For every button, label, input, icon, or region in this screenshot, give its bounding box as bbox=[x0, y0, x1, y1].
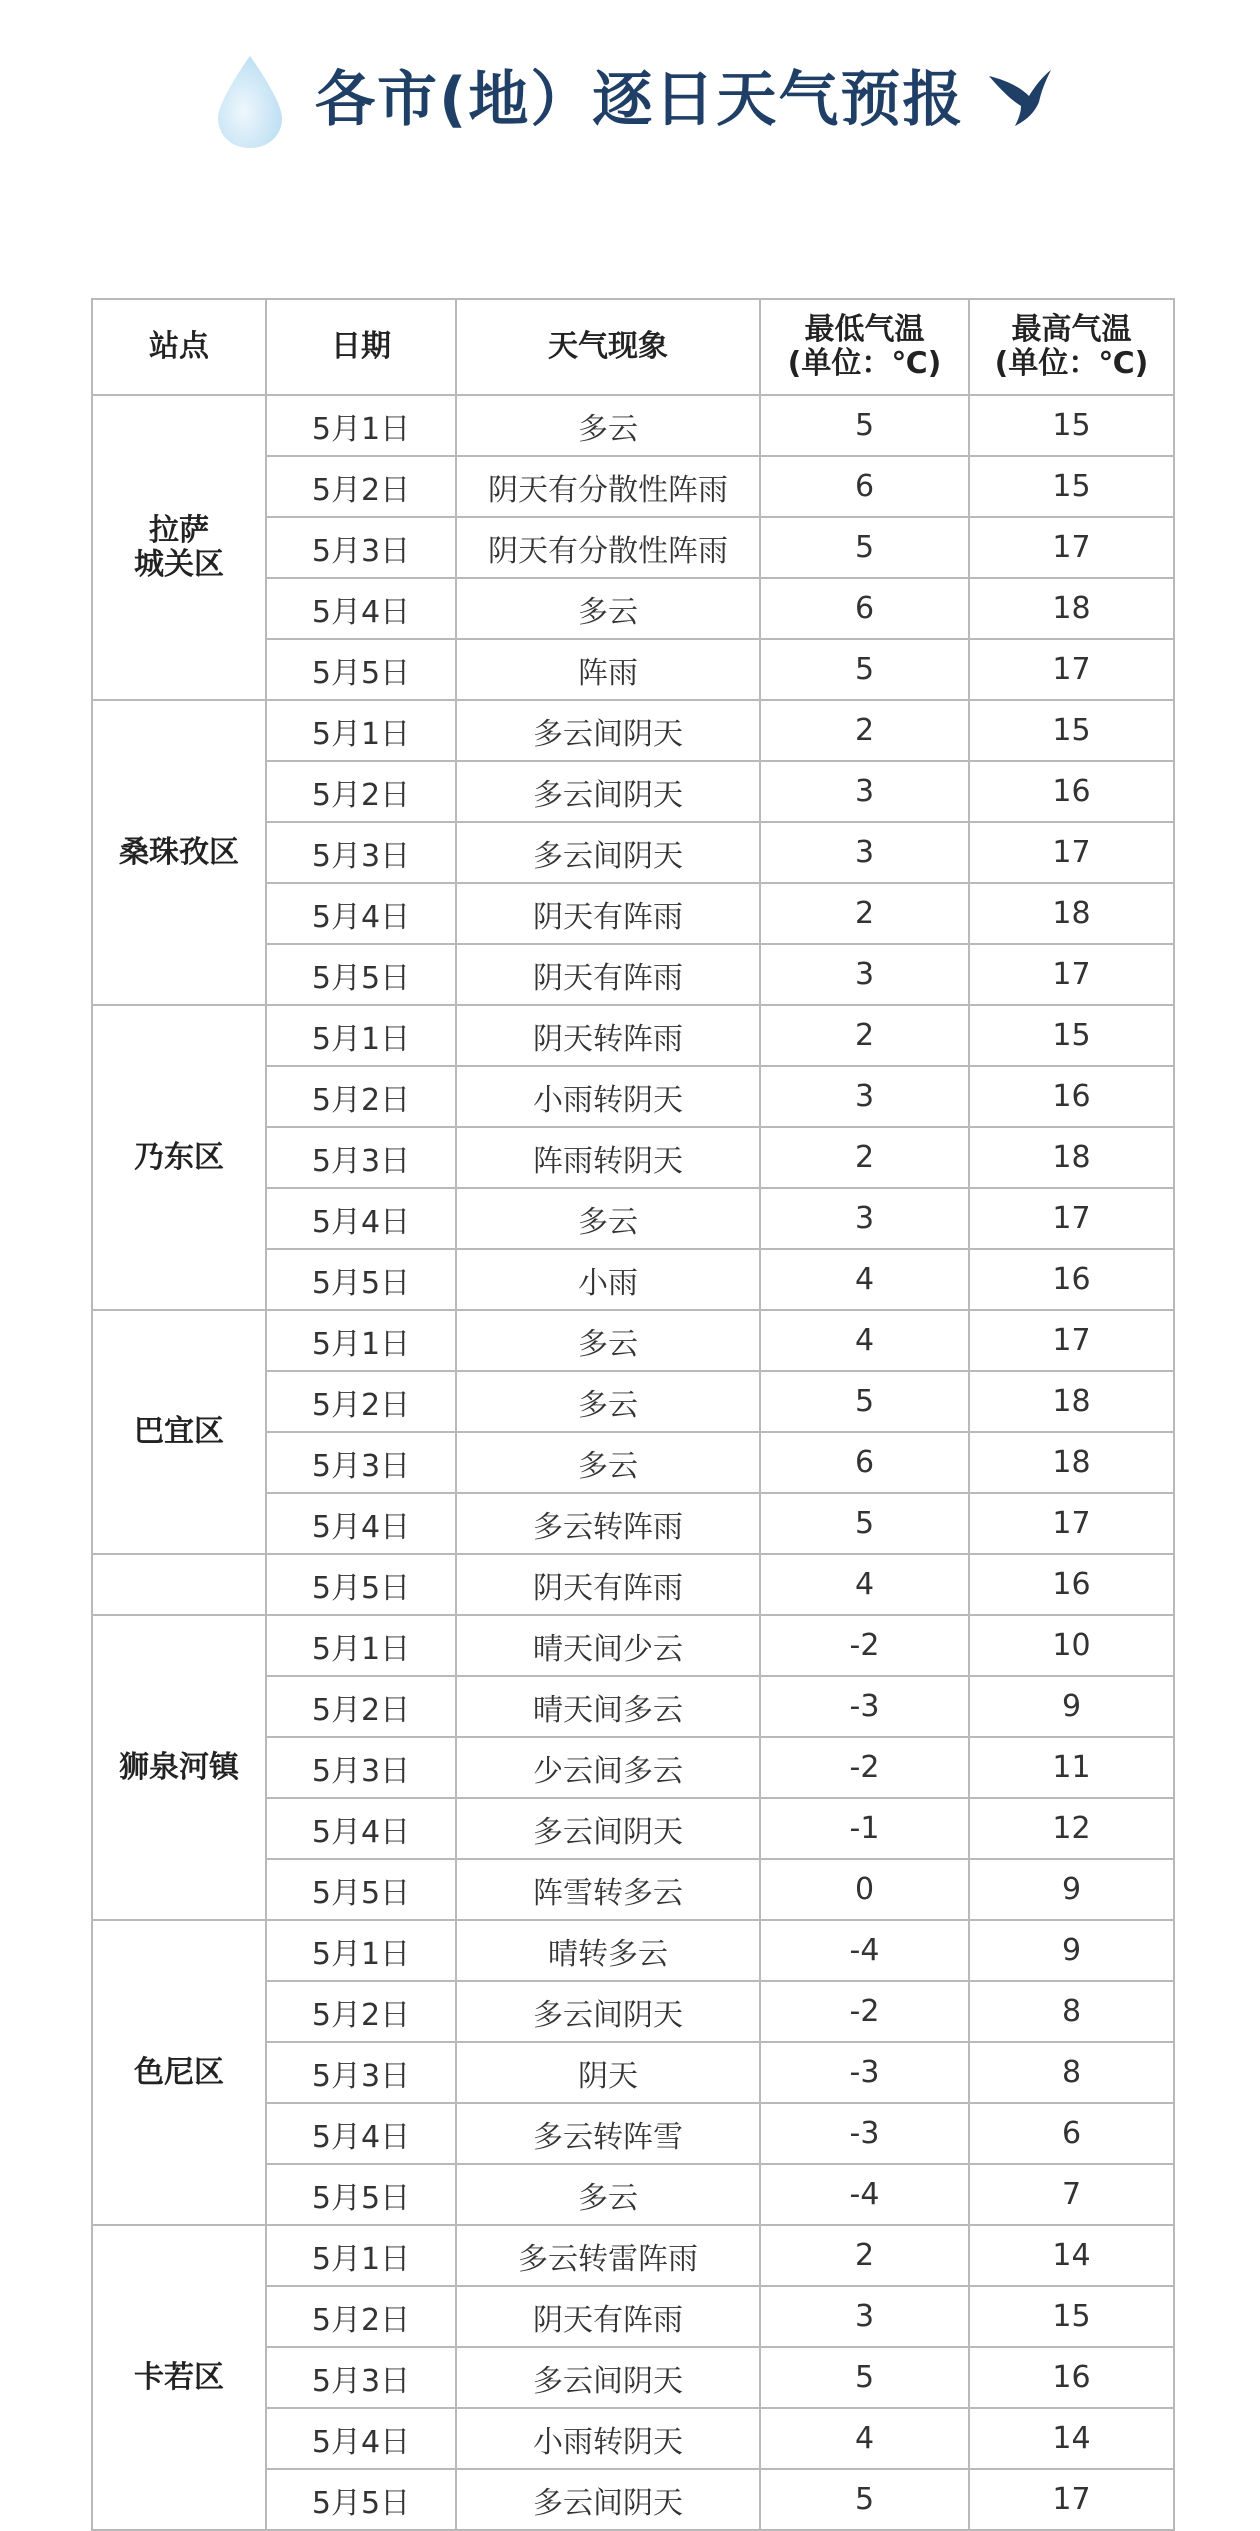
max-temp-cell: 8 bbox=[969, 2042, 1174, 2103]
station-cell bbox=[92, 395, 266, 700]
header-station: 站点 bbox=[92, 299, 266, 395]
date-cell: 5月1日 bbox=[266, 1920, 456, 1981]
table-row bbox=[92, 1310, 1174, 1371]
table-header-row bbox=[92, 299, 1174, 395]
station-cell bbox=[92, 1005, 266, 1310]
date-cell: 5月4日 bbox=[266, 883, 456, 944]
date-cell: 5月3日 bbox=[266, 1432, 456, 1493]
max-temp-cell: 18 bbox=[969, 883, 1174, 944]
weather-cell: 多云转阵雪 bbox=[456, 2103, 760, 2164]
weather-cell: 多云 bbox=[456, 1371, 760, 1432]
weather-cell: 阴天有分散性阵雨 bbox=[456, 517, 760, 578]
date-cell: 5月2日 bbox=[266, 2286, 456, 2347]
min-temp-cell: 3 bbox=[760, 761, 969, 822]
min-temp-cell: 0 bbox=[760, 1859, 969, 1920]
date-cell: 5月5日 bbox=[266, 1249, 456, 1310]
min-temp-cell: 3 bbox=[760, 822, 969, 883]
weather-cell: 多云间阴天 bbox=[456, 1798, 760, 1859]
weather-cell: 多云 bbox=[456, 1188, 760, 1249]
max-temp-cell: 17 bbox=[969, 2469, 1174, 2530]
date-cell: 5月2日 bbox=[266, 761, 456, 822]
max-temp-cell: 17 bbox=[969, 639, 1174, 700]
max-temp-cell: 17 bbox=[969, 944, 1174, 1005]
header-date: 日期 bbox=[266, 299, 456, 395]
max-temp-cell: 18 bbox=[969, 578, 1174, 639]
max-temp-cell: 15 bbox=[969, 395, 1174, 456]
station-name: 拉萨 bbox=[149, 512, 209, 548]
weather-cell: 阵雪转多云 bbox=[456, 1859, 760, 1920]
min-temp-cell: 3 bbox=[760, 944, 969, 1005]
weather-cell: 阴天有阵雨 bbox=[456, 1554, 760, 1615]
min-temp-cell: -3 bbox=[760, 2042, 969, 2103]
min-temp-cell: 5 bbox=[760, 2347, 969, 2408]
max-temp-cell: 14 bbox=[969, 2408, 1174, 2469]
swallow-bird-icon bbox=[985, 66, 1055, 130]
station-name: 巴宜区 bbox=[134, 1414, 224, 1449]
table-row bbox=[92, 700, 1174, 761]
date-cell: 5月2日 bbox=[266, 1066, 456, 1127]
min-temp-cell: -1 bbox=[760, 1798, 969, 1859]
weather-cell: 小雨转阴天 bbox=[456, 1066, 760, 1127]
station-name: 卡若区 bbox=[134, 2359, 224, 2395]
max-temp-cell: 12 bbox=[969, 1798, 1174, 1859]
date-cell: 5月2日 bbox=[266, 1981, 456, 2042]
weather-cell: 阴天 bbox=[456, 2042, 760, 2103]
header-min-temp bbox=[760, 299, 969, 395]
station-name: 狮泉河镇 bbox=[119, 1749, 239, 1785]
date-cell: 5月4日 bbox=[266, 2103, 456, 2164]
date-cell: 5月4日 bbox=[266, 2408, 456, 2469]
station-cell bbox=[92, 1554, 266, 1615]
weather-cell: 阵雨转阴天 bbox=[456, 1127, 760, 1188]
max-temp-cell: 11 bbox=[969, 1737, 1174, 1798]
weather-cell: 多云转阵雨 bbox=[456, 1493, 760, 1554]
min-temp-cell: 3 bbox=[760, 1066, 969, 1127]
min-temp-cell: 5 bbox=[760, 517, 969, 578]
min-temp-cell: 2 bbox=[760, 2225, 969, 2286]
table-row bbox=[92, 1920, 1174, 1981]
min-temp-cell: 4 bbox=[760, 1554, 969, 1615]
weather-cell: 多云 bbox=[456, 1310, 760, 1371]
date-cell: 5月3日 bbox=[266, 2347, 456, 2408]
min-temp-cell: 4 bbox=[760, 1310, 969, 1371]
page-title: 各市(地）逐日天气预报 bbox=[315, 65, 965, 135]
max-temp-cell: 15 bbox=[969, 1005, 1174, 1066]
station-name: 乃东区 bbox=[134, 1139, 224, 1175]
weather-cell: 小雨转阴天 bbox=[456, 2408, 760, 2469]
min-temp-cell: 5 bbox=[760, 1371, 969, 1432]
date-cell: 5月4日 bbox=[266, 1188, 456, 1249]
max-temp-cell: 9 bbox=[969, 1920, 1174, 1981]
min-temp-cell: 4 bbox=[760, 1249, 969, 1310]
date-cell: 5月1日 bbox=[266, 1615, 456, 1676]
weather-cell: 晴转多云 bbox=[456, 1920, 760, 1981]
date-cell: 5月1日 bbox=[266, 2225, 456, 2286]
station-name: 色尼区 bbox=[134, 2054, 224, 2090]
min-temp-cell: 5 bbox=[760, 395, 969, 456]
weather-cell: 阴天转阵雨 bbox=[456, 1005, 760, 1066]
min-temp-cell: 2 bbox=[760, 883, 969, 944]
min-temp-cell: 5 bbox=[760, 2469, 969, 2530]
weather-cell: 多云间阴天 bbox=[456, 822, 760, 883]
min-temp-cell: -3 bbox=[760, 2103, 969, 2164]
weather-cell: 阴天有阵雨 bbox=[456, 944, 760, 1005]
date-cell: 5月5日 bbox=[266, 2164, 456, 2225]
max-temp-cell: 17 bbox=[969, 822, 1174, 883]
max-temp-cell: 18 bbox=[969, 1371, 1174, 1432]
weather-cell: 晴天间少云 bbox=[456, 1615, 760, 1676]
max-temp-cell: 7 bbox=[969, 2164, 1174, 2225]
weather-cell: 晴天间多云 bbox=[456, 1676, 760, 1737]
weather-cell: 多云 bbox=[456, 2164, 760, 2225]
max-temp-cell: 16 bbox=[969, 2347, 1174, 2408]
max-temp-cell: 17 bbox=[969, 517, 1174, 578]
date-cell: 5月3日 bbox=[266, 2042, 456, 2103]
date-cell: 5月3日 bbox=[266, 1127, 456, 1188]
weather-cell: 阴天有分散性阵雨 bbox=[456, 456, 760, 517]
table-row bbox=[92, 1554, 1174, 1615]
weather-cell: 多云间阴天 bbox=[456, 700, 760, 761]
date-cell: 5月2日 bbox=[266, 456, 456, 517]
header-min-temp-unit: (单位：℃) bbox=[787, 346, 942, 381]
table-row bbox=[92, 2225, 1174, 2286]
header-min-temp-label: 最低气温 bbox=[804, 312, 925, 347]
date-cell: 5月1日 bbox=[266, 1310, 456, 1371]
station-name: 桑珠孜区 bbox=[119, 834, 239, 870]
station-cell bbox=[92, 1920, 266, 2225]
min-temp-cell: 6 bbox=[760, 456, 969, 517]
header-weather: 天气现象 bbox=[456, 299, 760, 395]
min-temp-cell: -3 bbox=[760, 1676, 969, 1737]
header-max-temp bbox=[969, 299, 1174, 395]
date-cell: 5月5日 bbox=[266, 944, 456, 1005]
max-temp-cell: 9 bbox=[969, 1676, 1174, 1737]
table-row bbox=[92, 395, 1174, 456]
min-temp-cell: 6 bbox=[760, 1432, 969, 1493]
date-cell: 5月5日 bbox=[266, 2469, 456, 2530]
weather-cell: 多云转雷阵雨 bbox=[456, 2225, 760, 2286]
water-drop-icon bbox=[210, 52, 290, 152]
date-cell: 5月2日 bbox=[266, 1371, 456, 1432]
station-cell bbox=[92, 1310, 266, 1554]
max-temp-cell: 6 bbox=[969, 2103, 1174, 2164]
date-cell: 5月1日 bbox=[266, 395, 456, 456]
max-temp-cell: 15 bbox=[969, 2286, 1174, 2347]
max-temp-cell: 14 bbox=[969, 2225, 1174, 2286]
min-temp-cell: 5 bbox=[760, 639, 969, 700]
station-name: 城关区 bbox=[134, 546, 224, 582]
min-temp-cell: -2 bbox=[760, 1615, 969, 1676]
max-temp-cell: 10 bbox=[969, 1615, 1174, 1676]
header-max-temp-unit: (单位：℃) bbox=[994, 346, 1149, 381]
weather-cell: 多云间阴天 bbox=[456, 2469, 760, 2530]
weather-forecast-table bbox=[91, 298, 1175, 2531]
max-temp-cell: 15 bbox=[969, 456, 1174, 517]
weather-cell: 多云 bbox=[456, 578, 760, 639]
weather-cell: 多云间阴天 bbox=[456, 2347, 760, 2408]
date-cell: 5月1日 bbox=[266, 700, 456, 761]
date-cell: 5月3日 bbox=[266, 822, 456, 883]
min-temp-cell: 5 bbox=[760, 1493, 969, 1554]
max-temp-cell: 16 bbox=[969, 1066, 1174, 1127]
min-temp-cell: -4 bbox=[760, 2164, 969, 2225]
max-temp-cell: 9 bbox=[969, 1859, 1174, 1920]
min-temp-cell: -4 bbox=[760, 1920, 969, 1981]
date-cell: 5月4日 bbox=[266, 1798, 456, 1859]
max-temp-cell: 18 bbox=[969, 1432, 1174, 1493]
max-temp-cell: 17 bbox=[969, 1188, 1174, 1249]
table-row bbox=[92, 1005, 1174, 1066]
max-temp-cell: 16 bbox=[969, 1249, 1174, 1310]
date-cell: 5月5日 bbox=[266, 639, 456, 700]
date-cell: 5月2日 bbox=[266, 1676, 456, 1737]
min-temp-cell: -2 bbox=[760, 1981, 969, 2042]
header-max-temp-label: 最高气温 bbox=[1011, 312, 1132, 347]
weather-cell: 阴天有阵雨 bbox=[456, 2286, 760, 2347]
date-cell: 5月3日 bbox=[266, 1737, 456, 1798]
station-cell bbox=[92, 1615, 266, 1920]
table-row bbox=[92, 1615, 1174, 1676]
max-temp-cell: 17 bbox=[969, 1310, 1174, 1371]
min-temp-cell: -2 bbox=[760, 1737, 969, 1798]
date-cell: 5月4日 bbox=[266, 1493, 456, 1554]
date-cell: 5月5日 bbox=[266, 1554, 456, 1615]
max-temp-cell: 8 bbox=[969, 1981, 1174, 2042]
date-cell: 5月4日 bbox=[266, 578, 456, 639]
station-cell bbox=[92, 700, 266, 1005]
weather-cell: 少云间多云 bbox=[456, 1737, 760, 1798]
min-temp-cell: 2 bbox=[760, 1005, 969, 1066]
page-header bbox=[0, 0, 1260, 200]
max-temp-cell: 18 bbox=[969, 1127, 1174, 1188]
weather-cell: 阴天有阵雨 bbox=[456, 883, 760, 944]
min-temp-cell: 6 bbox=[760, 578, 969, 639]
min-temp-cell: 3 bbox=[760, 2286, 969, 2347]
weather-cell: 多云 bbox=[456, 395, 760, 456]
min-temp-cell: 2 bbox=[760, 1127, 969, 1188]
min-temp-cell: 4 bbox=[760, 2408, 969, 2469]
weather-cell: 小雨 bbox=[456, 1249, 760, 1310]
date-cell: 5月3日 bbox=[266, 517, 456, 578]
date-cell: 5月5日 bbox=[266, 1859, 456, 1920]
max-temp-cell: 16 bbox=[969, 761, 1174, 822]
weather-cell: 多云间阴天 bbox=[456, 761, 760, 822]
min-temp-cell: 3 bbox=[760, 1188, 969, 1249]
max-temp-cell: 16 bbox=[969, 1554, 1174, 1615]
max-temp-cell: 15 bbox=[969, 700, 1174, 761]
table-body bbox=[92, 395, 1174, 2530]
weather-cell: 多云 bbox=[456, 1432, 760, 1493]
min-temp-cell: 2 bbox=[760, 700, 969, 761]
weather-cell: 多云间阴天 bbox=[456, 1981, 760, 2042]
weather-cell: 阵雨 bbox=[456, 639, 760, 700]
max-temp-cell: 17 bbox=[969, 1493, 1174, 1554]
date-cell: 5月1日 bbox=[266, 1005, 456, 1066]
station-cell bbox=[92, 2225, 266, 2530]
